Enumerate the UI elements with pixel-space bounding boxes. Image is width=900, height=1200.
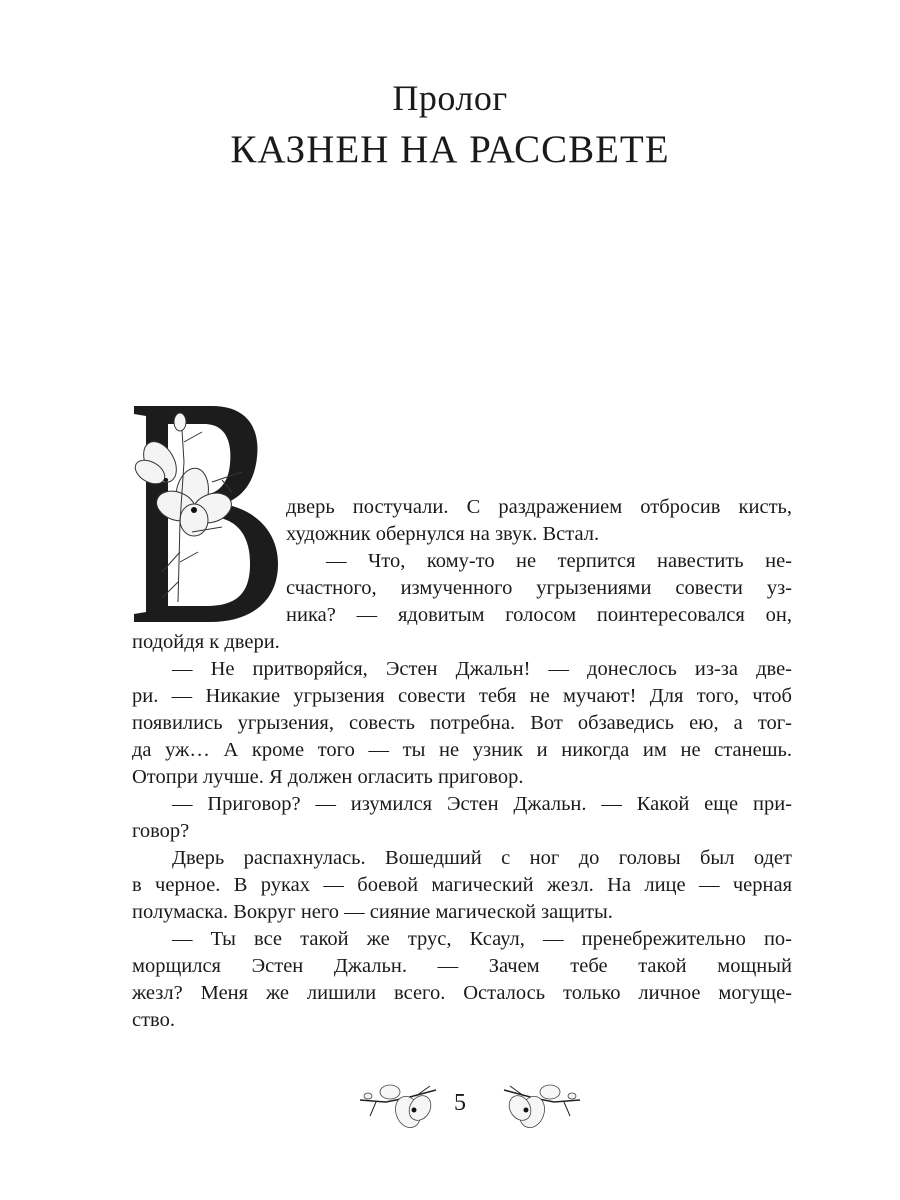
text-line: — Приговор? — изумился Эстен Джальн. — Какой еще при- bbox=[172, 793, 792, 815]
text-line: Отопри лучше. Я должен огласить приговор. bbox=[132, 766, 524, 788]
text-line: полумаска. Вокруг него — сияние магической защиты. bbox=[132, 901, 613, 923]
magnolia-ornament-left-icon bbox=[356, 1076, 446, 1136]
text-line: ника? — ядовитым голосом поинтересовался он, bbox=[286, 604, 792, 626]
text-line: да уж… А кроме того — ты не узник и никогда им не станешь. bbox=[132, 739, 792, 761]
chapter-heading bbox=[0, 72, 900, 176]
text-line: Дверь распахнулась. Вошедший с ног до головы был одет bbox=[172, 847, 792, 869]
body-text bbox=[132, 494, 792, 1034]
chapter-label: Пролог bbox=[392, 78, 508, 118]
text-line: подойдя к двери. bbox=[132, 631, 280, 653]
text-line: художник обернулся на звук. Встал. bbox=[286, 523, 600, 545]
page-footer bbox=[0, 1076, 900, 1136]
text-line: жезл? Меня же лишили всего. Осталось только личное могуще- bbox=[132, 982, 792, 1004]
text-line: — Не притворяйся, Эстен Джальн! — донеслось из-за две- bbox=[172, 658, 792, 680]
text-line: морщился Эстен Джальн. — Зачем тебе такой мощный bbox=[132, 955, 792, 977]
page-number: 5 bbox=[454, 1090, 466, 1116]
text-line: говор? bbox=[132, 820, 190, 842]
text-line: в черное. В руках — боевой магический жезл. На лице — черная bbox=[132, 874, 792, 896]
text-line: ри. — Никакие угрызения совести тебя не мучают! Для того, чтоб bbox=[132, 685, 792, 707]
text-line: — Что, кому-то не терпится навестить не- bbox=[326, 550, 792, 572]
magnolia-ornament-right-icon bbox=[494, 1076, 584, 1136]
text-line: появились угрызения, совесть потребна. Вот обзаведись ею, а тог- bbox=[132, 712, 792, 734]
text-line: дверь постучали. С раздражением отбросив кисть, bbox=[286, 496, 792, 518]
text-line: ство. bbox=[132, 1009, 175, 1031]
text-line: счастного, измученного угрызениями совести уз- bbox=[286, 577, 792, 599]
chapter-title: КАЗНЕН НА РАССВЕТЕ bbox=[230, 128, 670, 171]
text-line: — Ты все такой же трус, Ксаул, — пренебрежительно по- bbox=[172, 928, 792, 950]
